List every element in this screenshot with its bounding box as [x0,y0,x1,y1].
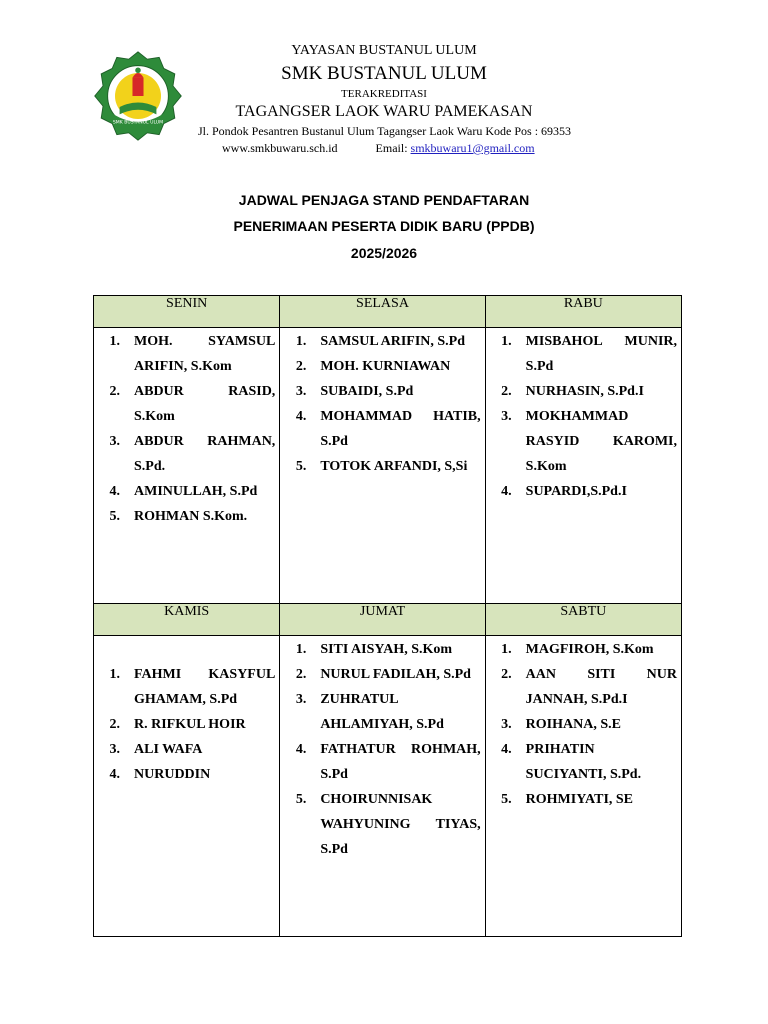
list-item-number: 3. [295,384,307,399]
staff-name: SITI AISYAH, S.Kom [320,642,453,657]
list-item-number: 3. [295,692,307,707]
list-item-number: 5. [109,509,120,524]
list-item-number: 2. [295,667,307,682]
staff-list-monday [94,329,279,529]
staff-list-item [94,762,279,787]
schedule-title: JADWAL PENJAGA STAND PENDAFTARAN [238,192,530,208]
list-item-number: 1. [109,667,120,682]
staff-name: ROIHANA, S.E [525,717,621,732]
staff-list-item [280,354,484,379]
list-item-number: 1. [295,334,307,349]
list-item-number: 4. [295,742,307,757]
email-link[interactable]: smkbuwaru1@gmail.com [410,141,535,155]
list-item-number: 1. [501,334,512,349]
staff-list-item [280,454,484,479]
list-item-number: 3. [109,434,120,449]
day-header-wednesday: RABU [485,296,681,328]
list-item-number: 1. [109,334,120,349]
day-header-row [94,604,682,636]
staff-list-item [280,379,484,404]
staff-name: FAHMI KASYFUL GHAMAM, S.Pd [134,667,276,707]
staff-name: ABDUR RAHMAN, S.Pd. [134,434,276,474]
names-cell-friday [280,636,485,937]
staff-name: SUBAIDI, S.Pd [320,384,414,399]
names-cell-thursday [94,636,280,937]
staff-list-thursday [94,662,279,787]
list-item-number: 4. [109,767,120,782]
names-cell-saturday [485,636,681,937]
staff-name: NURHASIN, S.Pd.I [525,384,644,399]
staff-name: TOTOK ARFANDI, S,Si [320,459,468,474]
staff-list-item [486,662,681,712]
staff-list-item [280,329,484,354]
staff-name: PRIHATIN SUCIYANTI, S.Pd. [525,742,642,782]
day-header-tuesday: SELASA [280,296,485,328]
list-item-number: 3. [501,409,512,424]
list-item-number: 2. [109,384,120,399]
names-cell-wednesday [485,328,681,604]
schedule-year: 2025/2026 [350,245,418,261]
staff-name: R. RIFKUL HOIR [134,717,246,732]
staff-name: NURUDDIN [134,767,211,782]
staff-name: ROHMIYATI, SE [525,792,634,807]
staff-name: AMINULLAH, S.Pd [134,484,258,499]
staff-list-item [280,404,484,454]
foundation-name: YAYASAN BUSTANUL ULUM [291,43,477,58]
schedule-table [93,295,682,937]
staff-name: SUPARDI,S.Pd.I [525,484,627,499]
list-item-number: 4. [501,742,512,757]
staff-name: MOH. KURNIAWAN [320,359,451,374]
list-item-number: 4. [295,409,307,424]
staff-name: NURUL FADILAH, S.Pd [320,667,471,682]
list-item-number: 4. [109,484,120,499]
staff-list-item [486,712,681,737]
staff-name: MOHAMMAD HATIB, S.Pd [320,409,481,449]
staff-name: CHOIRUNNISAK WAHYUNING TIYAS, S.Pd [320,792,481,857]
staff-list-item [280,687,484,737]
email-label: Email: [375,141,408,155]
school-location: TAGANGSER LAOK WARU PAMEKASAN [235,103,533,120]
logo-text: SMK BUSTANUL ULUM [112,120,164,126]
website-text: www.smkbuwaru.sch.id [222,141,338,155]
day-header-thursday: KAMIS [94,604,280,636]
staff-list-item [280,662,484,687]
names-cell-monday [94,328,280,604]
list-item-number: 5. [501,792,512,807]
names-row [94,328,682,604]
staff-list-tuesday [280,329,484,479]
staff-name: ALI WAFA [134,742,203,757]
staff-list-item [94,479,279,504]
staff-list-item [486,479,681,504]
list-item-number: 3. [501,717,512,732]
staff-list-item [280,637,484,662]
staff-list-item [94,329,279,379]
staff-name: SAMSUL ARIFIN, S.Pd [320,334,466,349]
list-item-number: 1. [295,642,307,657]
day-header-monday: SENIN [94,296,280,328]
accreditation-label: TERAKREDITASI [341,88,427,100]
staff-list-item [94,662,279,712]
list-item-number: 5. [295,792,307,807]
list-item-number: 4. [501,484,512,499]
staff-list-item [486,637,681,662]
staff-list-item [486,404,681,479]
staff-list-item [94,429,279,479]
staff-list-friday [280,637,484,862]
schedule-subtitle: PENERIMAAN PESERTA DIDIK BARU (PPDB) [233,218,535,234]
staff-list-item [94,737,279,762]
contact-line [222,141,535,156]
day-header-friday: JUMAT [280,604,485,636]
staff-name: ROHMAN S.Kom. [134,509,248,524]
staff-list-saturday [486,637,681,812]
names-cell-tuesday [280,328,485,604]
staff-list-item [94,504,279,529]
list-item-number: 2. [109,717,120,732]
school-address: Jl. Pondok Pesantren Bustanul Ulum Tagangser Laok Waru Kode Pos : 69353 [198,124,572,138]
staff-name: MAGFIROH, S.Kom [525,642,654,657]
staff-name: FATHATUR ROHMAH, S.Pd [320,742,481,782]
staff-name: MOKHAMMAD RASYID KAROMI, S.Kom [525,409,677,474]
names-row [94,636,682,937]
day-header-saturday: SABTU [485,604,681,636]
staff-name: ZUHRATUL AHLAMIYAH, S.Pd [320,692,444,732]
staff-list-wednesday [486,329,681,504]
staff-list-item [486,737,681,787]
list-item-number: 2. [501,667,512,682]
school-name: SMK BUSTANUL ULUM [281,63,487,84]
day-header-row [94,296,682,328]
staff-name: MOH. SYAMSUL ARIFIN, S.Kom [134,334,276,374]
list-item-number: 2. [295,359,307,374]
staff-list-item [486,329,681,379]
list-item-number: 2. [501,384,512,399]
list-item-number: 3. [109,742,120,757]
staff-list-item [280,737,484,787]
staff-name: ABDUR RASID, S.Kom [134,384,276,424]
staff-list-item [486,379,681,404]
staff-list-item [94,712,279,737]
staff-name: MISBAHOL MUNIR, S.Pd [525,334,677,374]
staff-list-item [280,787,484,862]
list-item-number: 1. [501,642,512,657]
staff-name: AAN SITI NUR JANNAH, S.Pd.I [525,667,677,707]
list-item-number: 5. [295,459,307,474]
staff-list-item [94,379,279,429]
staff-list-item [486,787,681,812]
